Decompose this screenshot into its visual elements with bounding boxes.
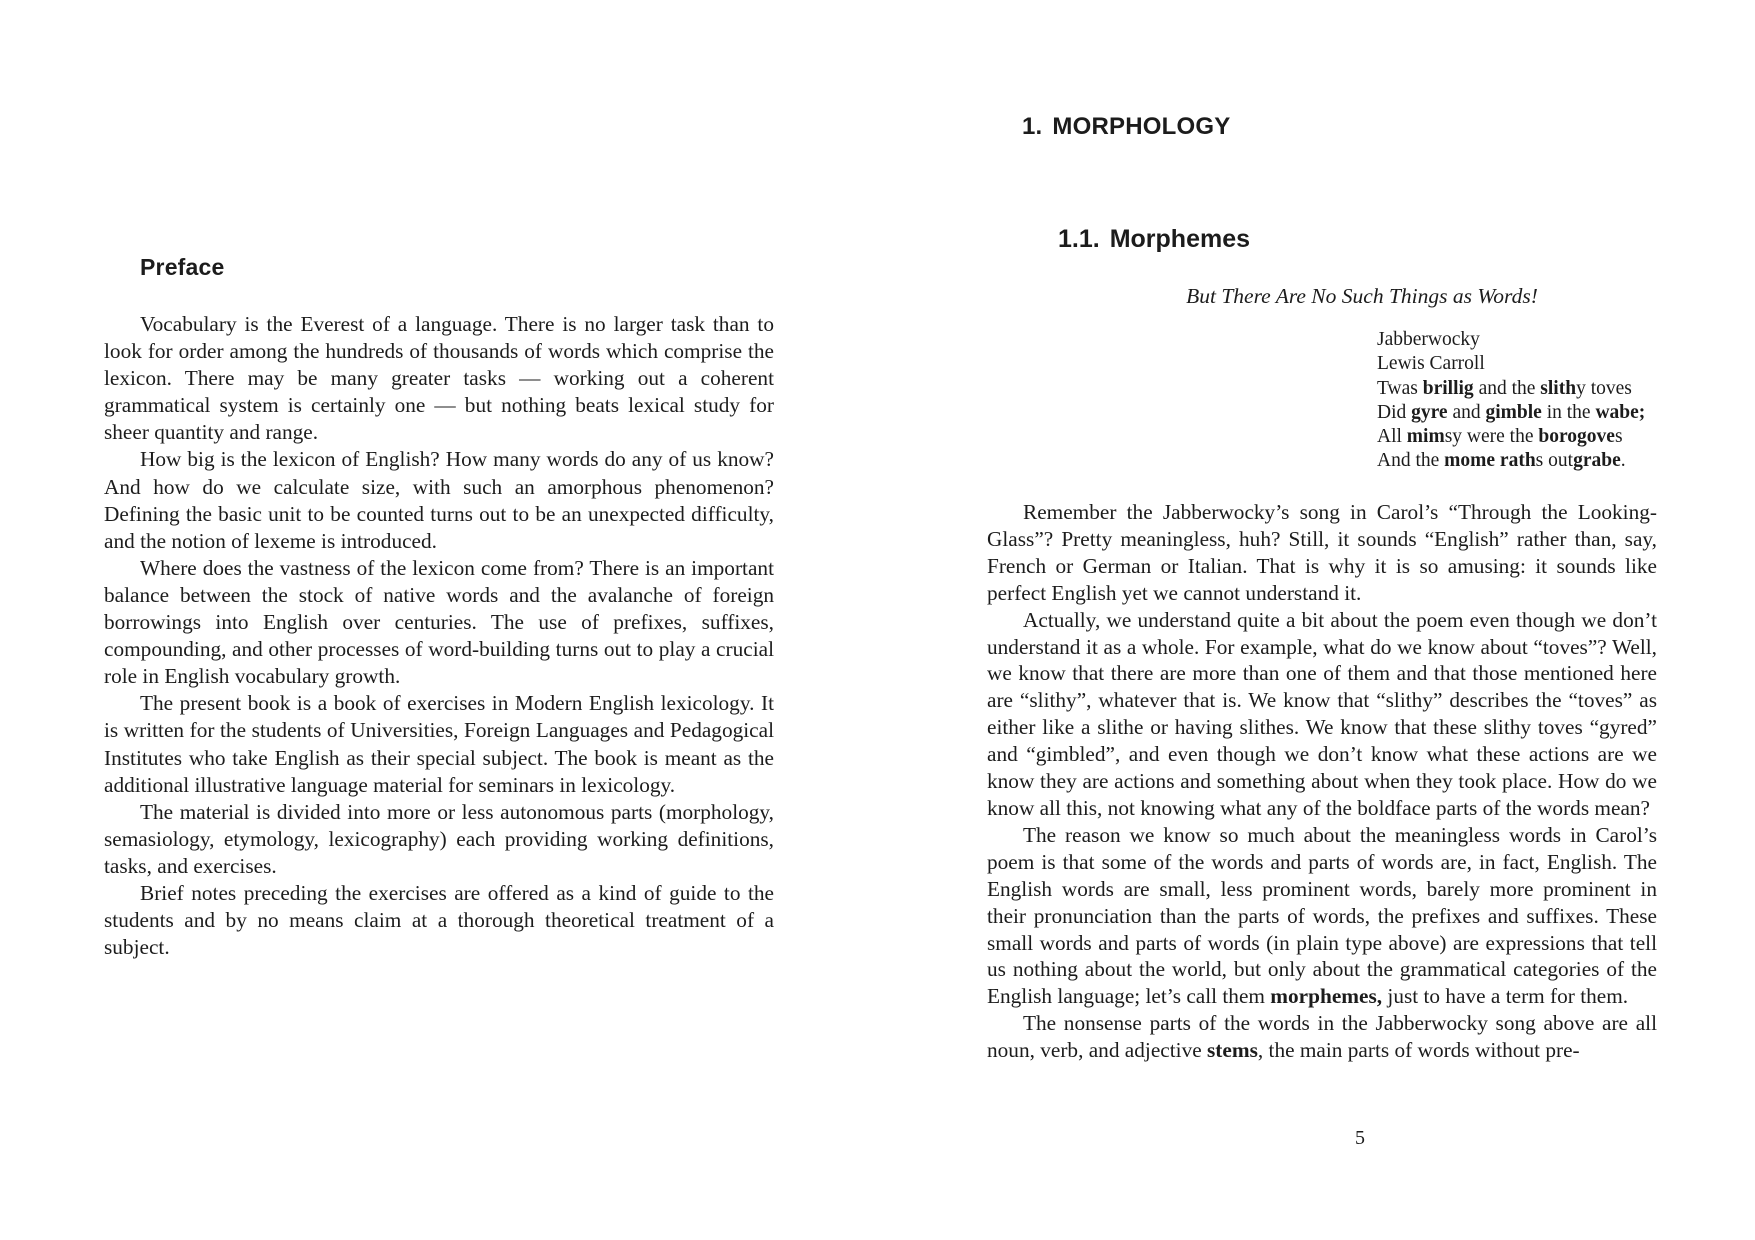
poem-text: s out	[1535, 450, 1574, 472]
poem-text: And the	[1377, 450, 1445, 472]
body-paragraph-3	[987, 822, 1657, 1010]
poem-title: Jabberwocky	[1377, 329, 1480, 350]
body-text: just to have a term for them.	[1382, 984, 1629, 1009]
morphemes-body	[987, 499, 1657, 1064]
right-page	[877, 0, 1755, 1240]
poem-bold-text: brillig	[1422, 377, 1474, 399]
body-paragraph-2: Actually, we understand quite a bit about the poem even though we don’t understand it as a whole. For example, what do we know about “toves”? Well, we know that there are more than one of them and that those mentioned here are “slithy”, whatever that is. We know that “slithy” describes the “toves” as either like a slithe or having slithes. We know that these slithy toves “gyred” and “gimbled”, and even though we don’t know what these actions are we know they are actions and something about when they took place. How do we know all this, not knowing what any of the boldface parts of the words mean?	[987, 607, 1657, 820]
poem-text: s	[1614, 426, 1623, 448]
preface-paragraph-2: How big is the lexicon of English? How many words do any of us know? And how do we calculate size, with such an amorphous phenomenon? Defining the basic unit to be counted turns out to be an unexpected difficulty, and the notion of lexeme is introduced.	[104, 447, 774, 553]
poem-bold-text: wabe;	[1595, 401, 1646, 423]
preface-heading: Preface	[140, 254, 225, 280]
poem-line-3	[1377, 425, 1677, 449]
poem-bold-text: gimble	[1485, 401, 1542, 423]
preface-paragraph-4: The present book is a book of exercises in Modern English lexicology. It is written for the students of Universities, Foreign Languages and Pedagogical Institutes who take English as their special subject. The book is meant as the additional illustrative language material for seminars in lexicology.	[104, 691, 774, 797]
chapter-title: MORPHOLOGY	[1052, 113, 1231, 140]
poem-bold-text: gyre	[1411, 401, 1448, 423]
poem-excerpt	[1377, 328, 1677, 474]
body-paragraph-4	[987, 1010, 1657, 1064]
poem-text: and the	[1473, 377, 1541, 399]
left-page	[0, 0, 877, 1240]
body-paragraph-1: Remember the Jabberwocky’s song in Carol’s “Through the Looking-Glass”? Pretty meaningless, huh? Still, it sounds “English” rather than, say, French or German or Italian. That is why it is so amusing: it sounds like perfect English yet we cannot understand it.	[987, 500, 1657, 605]
poem-text: Twas	[1377, 377, 1423, 399]
section-title: Morphemes	[1109, 225, 1251, 253]
preface-paragraph-5: The material is divided into more or less autonomous parts (morphology, semasiology, etymology, lexicography) each providing working definitions, tasks, and exercises.	[104, 799, 774, 878]
preface-paragraph-3: Where does the vastness of the lexicon come from? There is an important balance between the stock of native words and the avalanche of foreign borrowings into English over centuries. The use of prefixes, suffixes, compounding, and other processes of word-building turns out to play a crucial role in English vocabulary growth.	[104, 555, 774, 689]
chapter-number: 1.	[1022, 113, 1043, 140]
body-text: The nonsense parts of the words in the Jabberwocky song above are all noun, verb, and adjective	[987, 1011, 1657, 1063]
poem-bold-text: borogove	[1538, 426, 1615, 448]
page-number: 5	[1355, 1127, 1365, 1149]
poem-text: sy were the	[1444, 426, 1539, 448]
poem-line-2	[1377, 401, 1677, 425]
poem-text: All	[1377, 426, 1407, 448]
chapter-heading	[1022, 113, 1230, 141]
poem-bold-text: grabe	[1573, 450, 1621, 472]
poem-line-4	[1377, 449, 1677, 473]
poem-bold-text: mim	[1406, 426, 1445, 448]
poem-line-1	[1377, 377, 1677, 401]
term-stems: stems	[1207, 1038, 1258, 1063]
poem-text: Did	[1377, 401, 1412, 423]
preface-paragraph-6: Brief notes preceding the exercises are offered as a kind of guide to the students and by no means claim at a thorough theoretical treatment of a subject.	[104, 880, 774, 960]
epigraph: But There Are No Such Things as Words!	[1186, 284, 1538, 308]
poem-text: y toves	[1576, 377, 1632, 399]
preface-body	[104, 311, 774, 961]
poem-author: Lewis Carroll	[1377, 353, 1485, 375]
poem-text: in the	[1541, 401, 1596, 423]
preface-paragraph-1: Vocabulary is the Everest of a language. There is no larger task than to look for order among the hundreds of thousands of words which comprise the lexicon. There may be many greater tasks — working out a coherent grammatical system is certainly one — but nothing beats lexical study for sheer quantity and range.	[104, 312, 774, 445]
poem-text: and	[1447, 401, 1486, 423]
poem-text: .	[1620, 450, 1626, 472]
body-text: The reason we know so much about the meaningless words in Carol’s poem is that some of the words and parts of words are, in fact, English. The English words are small, less prominent words, barely more prominent in their pronunciation than the parts of words, the prefixes and suffixes. These small words and parts of words (in plain type above) are expressions that tell us nothing about the world, but only about the grammatical categories of the English language; let’s call them	[987, 822, 1657, 1009]
body-text: , the main parts of words without pre-	[1257, 1038, 1580, 1063]
section-heading	[1058, 225, 1250, 254]
section-number: 1.1.	[1058, 225, 1100, 253]
term-morphemes: morphemes,	[1270, 984, 1383, 1009]
poem-bold-text: slith	[1540, 377, 1577, 399]
poem-bold-text: mome rath	[1444, 450, 1536, 472]
